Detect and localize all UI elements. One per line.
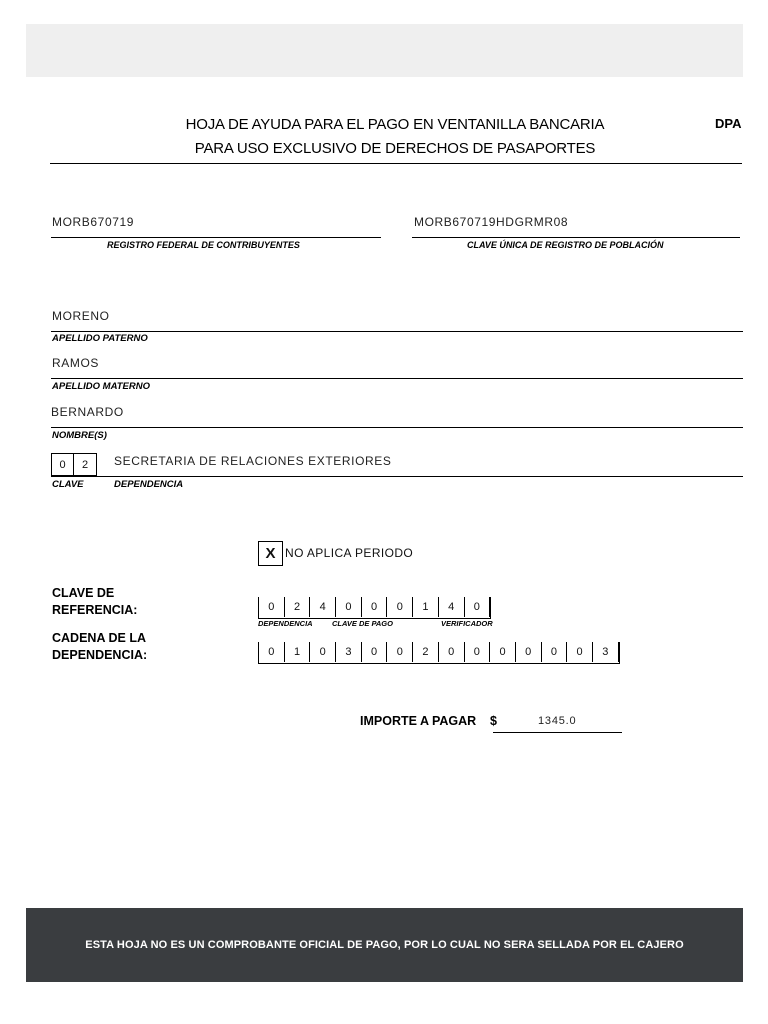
dependencia-clave-boxes: [51, 453, 97, 476]
cadena-dependencia-digit: 0: [542, 642, 568, 662]
dependencia-clave-digit: 2: [81, 458, 89, 471]
clave-referencia-digit: 0: [465, 597, 491, 617]
apellido-paterno-value: MORENO: [52, 309, 110, 323]
apellido-materno-value: RAMOS: [52, 356, 100, 370]
cadena-dependencia-digit: 0: [259, 642, 285, 662]
cadena-dependencia-digit: 3: [593, 642, 619, 662]
apellido-paterno-label: APELLIDO PATERNO: [52, 333, 148, 344]
rfc-underline: [51, 237, 381, 238]
clave-referencia-boxes: [258, 597, 491, 619]
footer-disclaimer: [26, 908, 743, 982]
cadena-dependencia-digit: 3: [336, 642, 362, 662]
cadena-dependencia-digit: 1: [285, 642, 311, 662]
cadena-dependencia-label-line2: DEPENDENCIA:: [52, 648, 148, 662]
cadena-dependencia-digit: 2: [413, 642, 439, 662]
curp-underline: [412, 237, 740, 238]
form-title-line2: PARA USO EXCLUSIVO DE DERECHOS DE PASAPORTES: [194, 140, 596, 157]
cadena-dependencia-digit: 0: [439, 642, 465, 662]
clave-referencia-digit: 2: [285, 597, 311, 617]
apellido-paterno-underline: [51, 331, 743, 332]
sub-label-clave-de-pago: CLAVE DE PAGO: [332, 619, 393, 628]
dependencia-name: SECRETARIA DE RELACIONES EXTERIORES: [114, 454, 392, 468]
dependencia-label: DEPENDENCIA: [114, 479, 184, 490]
clave-referencia-digit: 0: [336, 597, 362, 617]
apellido-materno-label: APELLIDO MATERNO: [52, 381, 150, 392]
clave-referencia-digit: 0: [387, 597, 413, 617]
title-divider: [50, 163, 742, 164]
cadena-dependencia-boxes: [258, 642, 620, 664]
nombre-label: NOMBRE(S): [52, 430, 107, 441]
clave-referencia-label: [52, 585, 137, 619]
form-title-line1: HOJA DE AYUDA PARA EL PAGO EN VENTANILLA BANCARIA: [185, 116, 605, 133]
nombre-underline: [51, 427, 743, 428]
sub-label-dependencia: DEPENDENCIA: [258, 619, 313, 628]
clave-referencia-label-line2: REFERENCIA:: [52, 603, 138, 617]
curp-label: CLAVE ÚNICA DE REGISTRO DE POBLACIÓN: [467, 240, 664, 250]
clave-referencia-digit: 1: [413, 597, 439, 617]
cadena-dependencia-digit: 0: [387, 642, 413, 662]
clave-referencia-digit: 0: [362, 597, 388, 617]
importe-underline: [493, 732, 622, 733]
cadena-dependencia-label-line1: CADENA DE LA: [52, 631, 146, 645]
no-aplica-periodo-checkbox[interactable]: X: [258, 541, 283, 566]
clave-label: CLAVE: [52, 479, 84, 490]
cadena-dependencia-digit: 0: [465, 642, 491, 662]
cadena-dependencia-digit: 0: [490, 642, 516, 662]
apellido-materno-underline: [51, 378, 743, 379]
no-aplica-periodo-label: NO APLICA PERIODO: [285, 546, 414, 560]
clave-referencia-digit: 4: [310, 597, 336, 617]
sub-label-verificador: VERIFICADOR: [441, 619, 493, 628]
cadena-dependencia-digit: 0: [567, 642, 593, 662]
cadena-dependencia-digit: 0: [516, 642, 542, 662]
curp-value: MORB670719HDGRMR08: [414, 215, 569, 229]
dependencia-underline: [51, 476, 743, 477]
footer-text: ESTA HOJA NO ES UN COMPROBANTE OFICIAL DE PAGO, POR LO CUAL NO SERA SELLADA POR EL CAJERO: [85, 939, 684, 951]
form-code: DPA: [715, 116, 742, 131]
top-band: [26, 24, 743, 77]
importe-label: IMPORTE A PAGAR: [360, 714, 477, 728]
cadena-dependencia-digit: 0: [310, 642, 336, 662]
nombre-value: BERNARDO: [51, 405, 124, 419]
clave-referencia-digit: 0: [259, 597, 285, 617]
rfc-value: MORB670719: [52, 215, 135, 229]
cadena-dependencia-digit: 0: [362, 642, 388, 662]
cadena-dependencia-label: [52, 630, 147, 664]
clave-referencia-label-line1: CLAVE DE: [52, 586, 115, 600]
importe-value: 1345.0: [538, 715, 577, 727]
rfc-label: REGISTRO FEDERAL DE CONTRIBUYENTES: [107, 240, 300, 250]
importe-currency: $: [490, 714, 497, 728]
dependencia-clave-digit: 0: [52, 454, 74, 475]
clave-referencia-digit: 4: [439, 597, 465, 617]
